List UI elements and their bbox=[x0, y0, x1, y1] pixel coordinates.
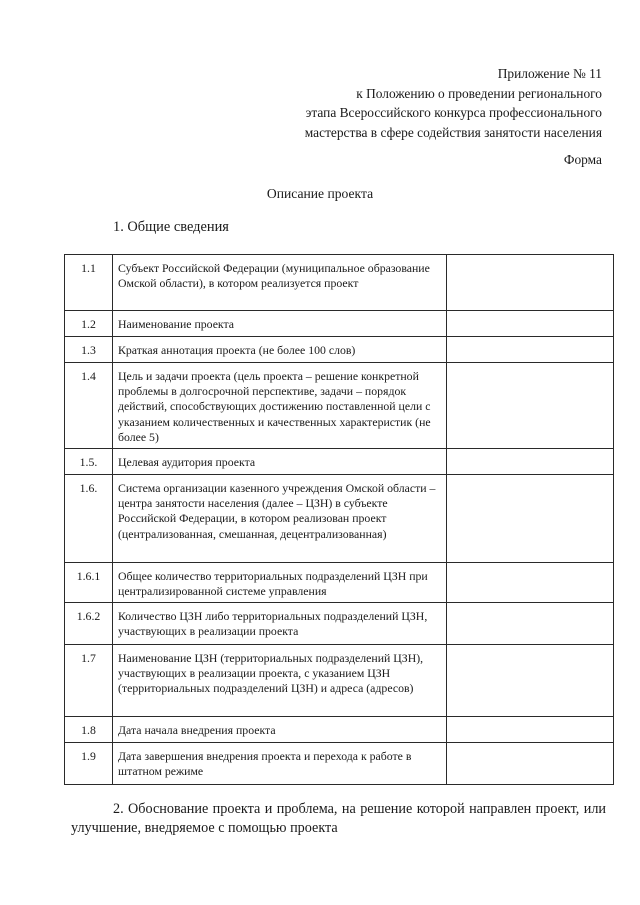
row-number: 1.1 bbox=[65, 255, 113, 311]
section-heading-justification: 2. Обоснование проекта и проблема, на решение которой направлен проект, или улучшение, внедряемое с помощью проекта bbox=[71, 801, 606, 836]
row-value-cell[interactable] bbox=[447, 603, 614, 645]
row-number: 1.6. bbox=[65, 475, 113, 563]
table-row bbox=[65, 645, 614, 717]
row-number: 1.3 bbox=[65, 337, 113, 363]
row-value-cell[interactable] bbox=[447, 743, 614, 785]
row-label: Общее количество территориальных подразделений ЦЗН при централизированной системе управления bbox=[113, 563, 447, 603]
row-label: Цель и задачи проекта (цель проекта – решение конкретной проблемы в долгосрочной перспективе, задачи – порядок действий, способствующих достижению поставленной цели с указанием количественных и качественных характеристик (не более 5) bbox=[113, 363, 447, 449]
appendix-line: мастерства в сфере содействия занятости населения bbox=[304, 124, 602, 140]
appendix-line: Приложение № 11 bbox=[497, 66, 602, 81]
table-row bbox=[65, 337, 614, 363]
row-number: 1.8 bbox=[65, 717, 113, 743]
table-row bbox=[65, 743, 614, 785]
row-label: Субъект Российской Федерации (муниципальное образование Омской области), в котором реализуется проект bbox=[113, 255, 447, 311]
row-value-cell[interactable] bbox=[447, 449, 614, 475]
row-label: Целевая аудитория проекта bbox=[113, 449, 447, 475]
row-value-cell[interactable] bbox=[447, 717, 614, 743]
row-number: 1.6.1 bbox=[65, 563, 113, 603]
row-label: Дата завершения внедрения проекта и перехода к работе в штатном режиме bbox=[113, 743, 447, 785]
row-value-cell[interactable] bbox=[447, 311, 614, 337]
row-label: Система организации казенного учреждения Омской области – центра занятости населения (далее – ЦЗН) в субъекте Российской Федерации, в котором реализован проект (централизованная, смешанная, децентрализованная) bbox=[113, 475, 447, 563]
row-value-cell[interactable] bbox=[447, 645, 614, 717]
row-label: Количество ЦЗН либо территориальных подразделений ЦЗН, участвующих в реализации проекта bbox=[113, 603, 447, 645]
row-number: 1.6.2 bbox=[65, 603, 113, 645]
general-info-table bbox=[64, 254, 614, 785]
row-label: Наименование ЦЗН (территориальных подразделений ЦЗН), участвующих в реализации проекта, с указанием ЦЗН (территориальных подразделений ЦЗН) и адреса (адресов) bbox=[113, 645, 447, 717]
form-label: Форма bbox=[563, 152, 602, 167]
row-value-cell[interactable] bbox=[447, 363, 614, 449]
row-number: 1.4 bbox=[65, 363, 113, 449]
table-row bbox=[65, 717, 614, 743]
row-label: Наименование проекта bbox=[113, 311, 447, 337]
section-heading-general: 1. Общие сведения bbox=[113, 219, 229, 235]
row-value-cell[interactable] bbox=[447, 255, 614, 311]
row-value-cell[interactable] bbox=[447, 337, 614, 363]
table-row bbox=[65, 311, 614, 337]
row-label: Краткая аннотация проекта (не более 100 слов) bbox=[113, 337, 447, 363]
row-value-cell[interactable] bbox=[447, 475, 614, 563]
row-label: Дата начала внедрения проекта bbox=[113, 717, 447, 743]
table-row bbox=[65, 603, 614, 645]
table-row bbox=[65, 449, 614, 475]
document-title: Описание проекта bbox=[266, 186, 374, 201]
row-number: 1.7 bbox=[65, 645, 113, 717]
row-number: 1.5. bbox=[65, 449, 113, 475]
table-row bbox=[65, 475, 614, 563]
table-row bbox=[65, 563, 614, 603]
row-number: 1.9 bbox=[65, 743, 113, 785]
row-number: 1.2 bbox=[65, 311, 113, 337]
table-row bbox=[65, 363, 614, 449]
row-value-cell[interactable] bbox=[447, 563, 614, 603]
appendix-header bbox=[305, 64, 602, 142]
table-row bbox=[65, 255, 614, 311]
appendix-line: этапа Всероссийского конкурса профессионального bbox=[305, 105, 602, 120]
appendix-line: к Положению о проведении регионального bbox=[356, 85, 602, 101]
